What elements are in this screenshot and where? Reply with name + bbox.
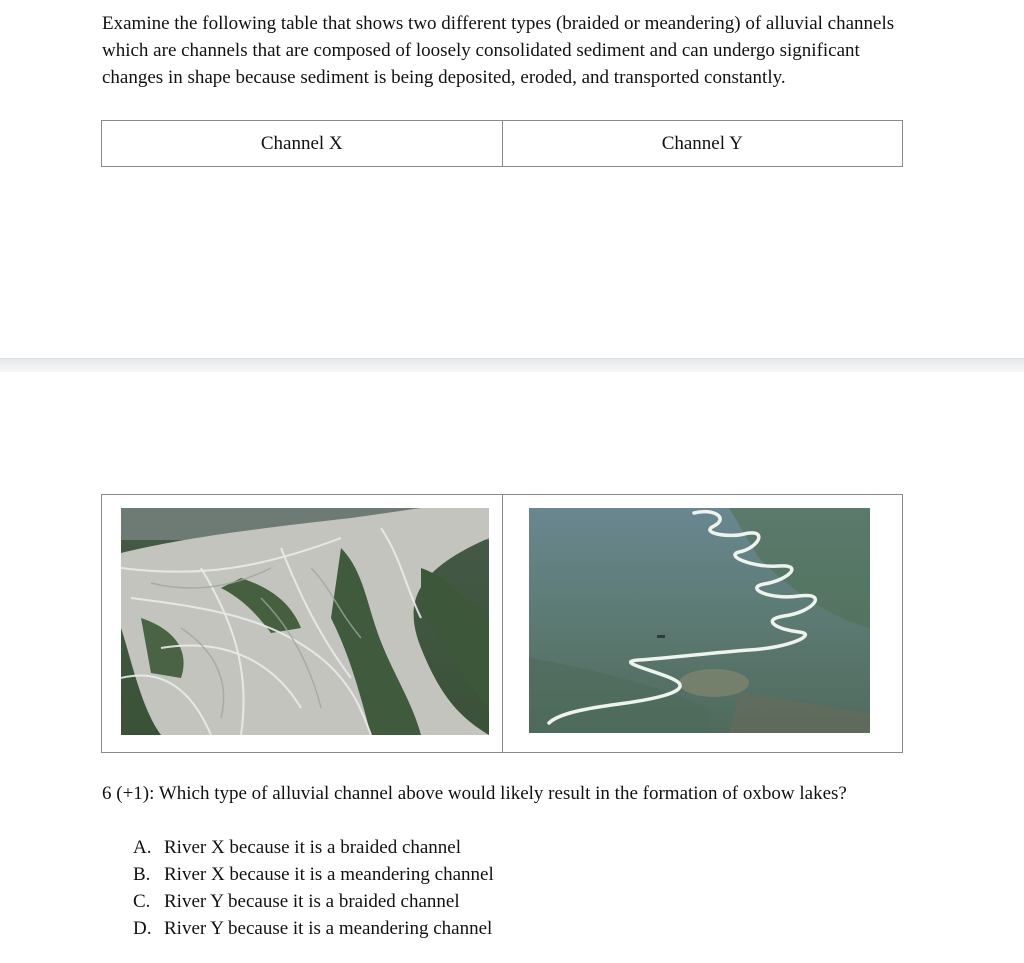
answer-options [133, 834, 494, 942]
channel-image-table [101, 494, 903, 753]
option-c-letter: C. [133, 891, 151, 912]
channel-header-table [101, 120, 903, 167]
option-a[interactable] [133, 834, 494, 861]
braided-river-photo [121, 508, 489, 735]
option-d[interactable] [133, 915, 494, 942]
intro-paragraph: Examine the following table that shows two different types (braided or meandering) of alluvial channels which are channels that are composed of loosely consolidated sediment and can undergo significant changes in shape because sediment is being deposited, eroded, and transported constantly. [102, 13, 895, 88]
option-c-text: River Y because it is a braided channel [164, 891, 460, 912]
option-b-letter: B. [133, 864, 151, 885]
option-b[interactable] [133, 861, 494, 888]
meandering-river-photo [529, 508, 870, 733]
option-a-letter: A. [133, 837, 152, 858]
option-b-text: River X because it is a meandering channel [164, 864, 494, 885]
option-d-letter: D. [133, 918, 152, 939]
channel-y-header: Channel Y [502, 121, 903, 167]
option-c[interactable] [133, 888, 494, 915]
option-d-text: River Y because it is a meandering channel [164, 918, 493, 939]
option-a-text: River X because it is a braided channel [164, 837, 462, 858]
channel-x-header: Channel X [102, 121, 503, 167]
page-break-divider [0, 358, 1024, 372]
channel-x-image-cell [102, 495, 503, 753]
question-6-text: 6 (+1): Which type of alluvial channel above would likely result in the formation of oxbow lakes? [102, 783, 847, 804]
channel-y-image-cell [502, 495, 903, 753]
